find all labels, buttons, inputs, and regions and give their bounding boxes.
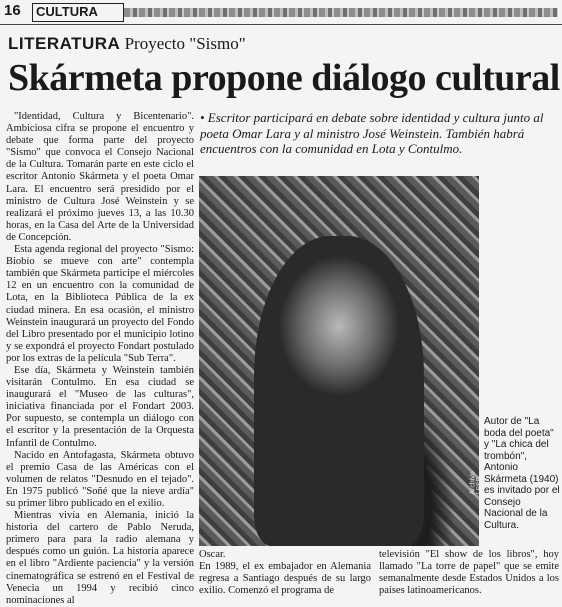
mid-column: En 1989, el ex embajador en Alemania regresa a Santiago después de su largo exilio. Comenzó el programa de bbox=[199, 561, 371, 597]
header-rule bbox=[0, 24, 562, 25]
mid-column-continuation: Oscar. bbox=[199, 549, 226, 560]
header-pattern-bar bbox=[124, 8, 558, 17]
section-label: CULTURA bbox=[32, 3, 124, 22]
paragraph: Ese día, Skármeta y Weinstein también visitarán Contulmo. En esa ciudad se inaugurará el "Museo de las culturas", iniciativa financiada por el Fondart 2003. Por supuesto, se contempla un diálogo con el escritor y la presentación de la Orquesta Infantil de Contulmo. bbox=[6, 364, 194, 449]
kicker bbox=[8, 34, 246, 54]
author-figure bbox=[254, 236, 424, 546]
lead-paragraph: • Escritor participará en debate sobre identidad y cultura junto al poeta Omar Lara y al ministro José Weinstein. También habrá encuentros con la comunidad en Lota y Contulmo. bbox=[200, 110, 544, 156]
page-number: 16 bbox=[4, 2, 21, 19]
kicker-label: LITERATURA bbox=[8, 34, 121, 53]
right-column: televisión "El show de los libros", hoy llamado "La torre de papel" que se emite semanalmente desde Estados Unidos a los países latinoamericanos. bbox=[379, 549, 559, 597]
kicker-subtitle: Proyecto "Sismo" bbox=[124, 34, 246, 53]
paragraph: "Identidad, Cultura y Bicentenario". Ambiciosa cifra se propone el encuentro y debate que forma parte del proyecto "Sismo" que convoca el Consejo Nacional de la Cultura. Tomarán parte en este ciclo el escritor Antonio Skármeta y el poeta Omar Lara. El encuentro será presidido por el ministro de Cultura José Weinstein y se realizará el próximo jueves 13, a las 10.30 horas, en la Casa del Arte de la Universidad de Concepción. bbox=[6, 111, 194, 243]
article-title: Skármeta propone diálogo cultural bbox=[8, 57, 560, 99]
photo-credit: Archivo / ESP bbox=[469, 471, 484, 495]
author-photo bbox=[199, 176, 484, 546]
paragraph: Nacido en Antofagasta, Skármeta obtuvo el premio Casa de las Américas con el volumen de relatos "Desnudo en el tejado". En 1975 publicó "Soñé que la nieve ardía" su primer libro publicado en el exilio. bbox=[6, 449, 194, 509]
paragraph: Mientras vivía en Alemania, inició la historia del cartero de Pablo Neruda, primero para para la radio alemana y después como un guión. La historia aparece en el libro "Ardiente paciencia" y la versión cinematográfica se estrenó en el Festival de Venecia un 1994 y recibió cinco nominaciones al bbox=[6, 510, 194, 606]
paragraph: Esta agenda regional del proyecto "Sismo: Biobío se mueve con arte" contempla también que Skármeta participe el miércoles 12 en un encuentro con la comunidad de Lota, en la Biblioteca Pública de la ex ciudad minera. En esa ocasión, el ministro Weinstein inaugurará un proyecto del Fondo del Libro presentado por el municipio lotino y se expondrá el proyecto Fondart postulado por los extras de la película "Sub Terra". bbox=[6, 244, 194, 364]
left-column bbox=[6, 111, 194, 607]
photo-caption: Autor de "La boda del poeta" y "La chica del trombón", Antonio Skármeta (1940) es invitado por el Consejo Nacional de la Cultura. bbox=[484, 416, 560, 531]
